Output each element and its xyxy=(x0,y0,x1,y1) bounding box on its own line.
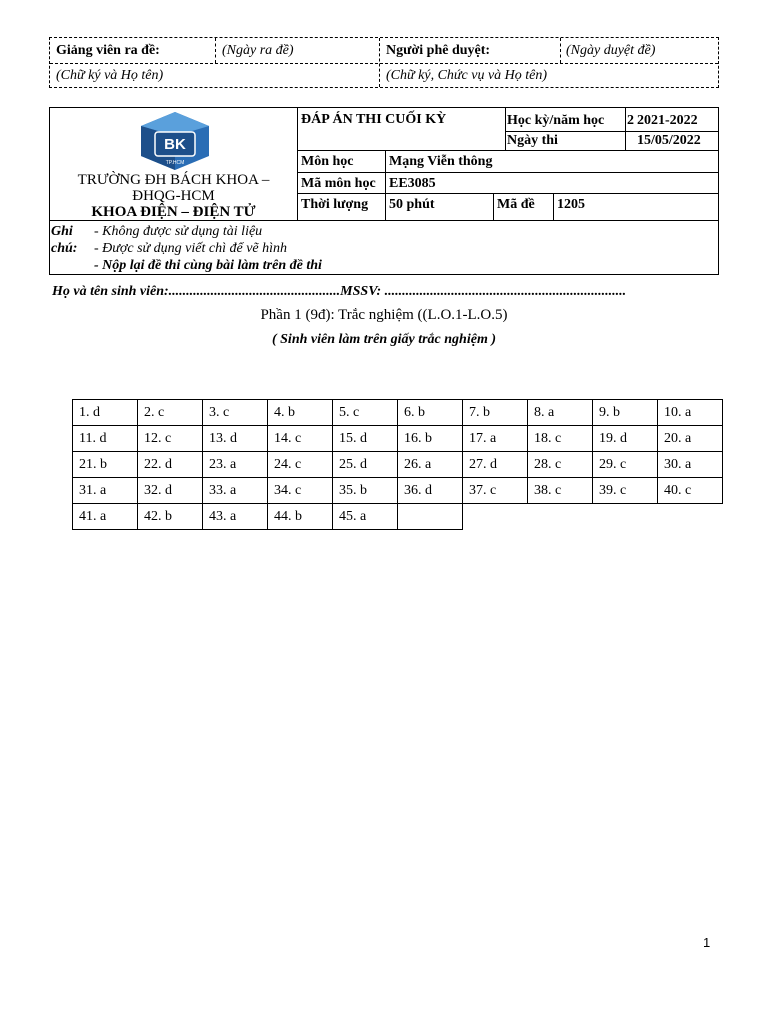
exam-title: ĐÁP ÁN THI CUỐI KỲ xyxy=(301,112,447,127)
approver-date: (Ngày duyệt đề) xyxy=(566,43,656,58)
answer-cell: 45. a xyxy=(333,504,398,530)
exam-date-label: Ngày thi xyxy=(507,133,558,148)
answer-cell: 8. a xyxy=(528,400,593,426)
year-value: 2021-2022 xyxy=(637,113,698,128)
faculty-name: KHOA ĐIỆN – ĐIỆN TỬ xyxy=(91,204,256,220)
answer-cell: 4. b xyxy=(268,400,333,426)
exam-date-value: 15/05/2022 xyxy=(637,133,701,148)
approver-label: Người phê duyệt: xyxy=(386,43,491,58)
answer-cell: 34. c xyxy=(268,478,333,504)
answer-cell: 28. c xyxy=(528,452,593,478)
exam-code-value: 1205 xyxy=(557,197,585,212)
svg-text:BK: BK xyxy=(164,136,186,153)
answer-cell: 20. a xyxy=(658,426,723,452)
page-number: 1 xyxy=(703,935,711,950)
duration-label: Thời lượng xyxy=(301,197,369,212)
lecturer-sign: (Chữ ký và Họ tên) xyxy=(56,68,164,83)
answer-cell: 24. c xyxy=(268,452,333,478)
answer-cell: 7. b xyxy=(463,400,528,426)
answer-cell: 18. c xyxy=(528,426,593,452)
exam-header xyxy=(49,107,719,275)
answer-cell: 38. c xyxy=(528,478,593,504)
note-item: - Nộp lại đề thi cùng bài làm trên đề thi xyxy=(94,258,322,273)
answer-cell: 25. d xyxy=(333,452,398,478)
answer-cell: 22. d xyxy=(138,452,203,478)
answer-cell: 40. c xyxy=(658,478,723,504)
table-row xyxy=(73,478,723,504)
note-item: - Không được sử dụng tài liệu xyxy=(94,224,263,239)
part-subtitle: ( Sinh viên làm trên giấy trắc nghiệm ) xyxy=(271,332,496,347)
answer-cell: 11. d xyxy=(73,426,138,452)
semester-label: Học kỳ/năm học xyxy=(507,113,605,128)
table-row xyxy=(73,452,723,478)
answer-cell: 44. b xyxy=(268,504,333,530)
answer-cell: 5. c xyxy=(333,400,398,426)
note-item: - Được sử dụng viết chì để vẽ hình xyxy=(94,241,288,256)
answer-cell: 1. d xyxy=(73,400,138,426)
answer-cell: 16. b xyxy=(398,426,463,452)
answer-cell: 36. d xyxy=(398,478,463,504)
duration-value: 50 phút xyxy=(389,197,435,212)
answer-cell: 12. c xyxy=(138,426,203,452)
notes-label: Ghi xyxy=(51,224,73,239)
answer-cell: 6. b xyxy=(398,400,463,426)
table-row xyxy=(73,426,723,452)
lecturer-date: (Ngày ra đề) xyxy=(222,43,294,58)
course-code-label: Mã môn học xyxy=(301,176,376,191)
course-code-value: EE3085 xyxy=(389,176,436,191)
answer-cell: 37. c xyxy=(463,478,528,504)
school-logo-icon xyxy=(141,112,209,170)
approval-box xyxy=(49,37,719,88)
answer-cell: 33. a xyxy=(203,478,268,504)
answer-cell: 41. a xyxy=(73,504,138,530)
lecturer-label: Giảng viên ra đề: xyxy=(56,43,160,58)
part-title: Phần 1 (9đ): Trắc nghiệm ((L.O.1-L.O.5) xyxy=(260,307,508,323)
school-name-line1: TRƯỜNG ĐH BÁCH KHOA – xyxy=(77,172,270,188)
answer-cell: 29. c xyxy=(593,452,658,478)
notes-label-2: chú: xyxy=(51,241,78,256)
answer-cell: 26. a xyxy=(398,452,463,478)
answer-cell: 35. b xyxy=(333,478,398,504)
approver-sign: (Chữ ký, Chức vụ và Họ tên) xyxy=(386,68,548,83)
answer-cell: 3. c xyxy=(203,400,268,426)
answer-cell: 2. c xyxy=(138,400,203,426)
answer-table xyxy=(72,399,723,530)
answer-cell: 39. c xyxy=(593,478,658,504)
subject-value: Mạng Viễn thông xyxy=(389,154,493,169)
answer-cell: 23. a xyxy=(203,452,268,478)
answer-cell: 43. a xyxy=(203,504,268,530)
answer-cell: 13. d xyxy=(203,426,268,452)
answer-cell xyxy=(398,504,463,530)
exam-code-label: Mã đề xyxy=(497,197,535,212)
answer-cell: 10. a xyxy=(658,400,723,426)
semester-value: 2 xyxy=(627,113,634,128)
student-info-line: Họ và tên sinh viên:.................................................MSSV: ..................................................................... xyxy=(52,284,627,299)
answer-cell: 21. b xyxy=(73,452,138,478)
answer-cell: 17. a xyxy=(463,426,528,452)
svg-text:TP.HCM: TP.HCM xyxy=(165,160,185,166)
answer-cell: 31. a xyxy=(73,478,138,504)
school-name-line2: ĐHQG-HCM xyxy=(132,188,215,204)
answer-cell: 14. c xyxy=(268,426,333,452)
table-row xyxy=(73,504,723,530)
answer-cell: 15. d xyxy=(333,426,398,452)
answer-cell: 19. d xyxy=(593,426,658,452)
table-row xyxy=(73,400,723,426)
answer-cell: 32. d xyxy=(138,478,203,504)
answer-cell: 30. a xyxy=(658,452,723,478)
school-block xyxy=(50,108,297,220)
answer-cell: 9. b xyxy=(593,400,658,426)
answer-cell: 27. d xyxy=(463,452,528,478)
answer-cell: 42. b xyxy=(138,504,203,530)
subject-label: Môn học xyxy=(301,154,354,169)
